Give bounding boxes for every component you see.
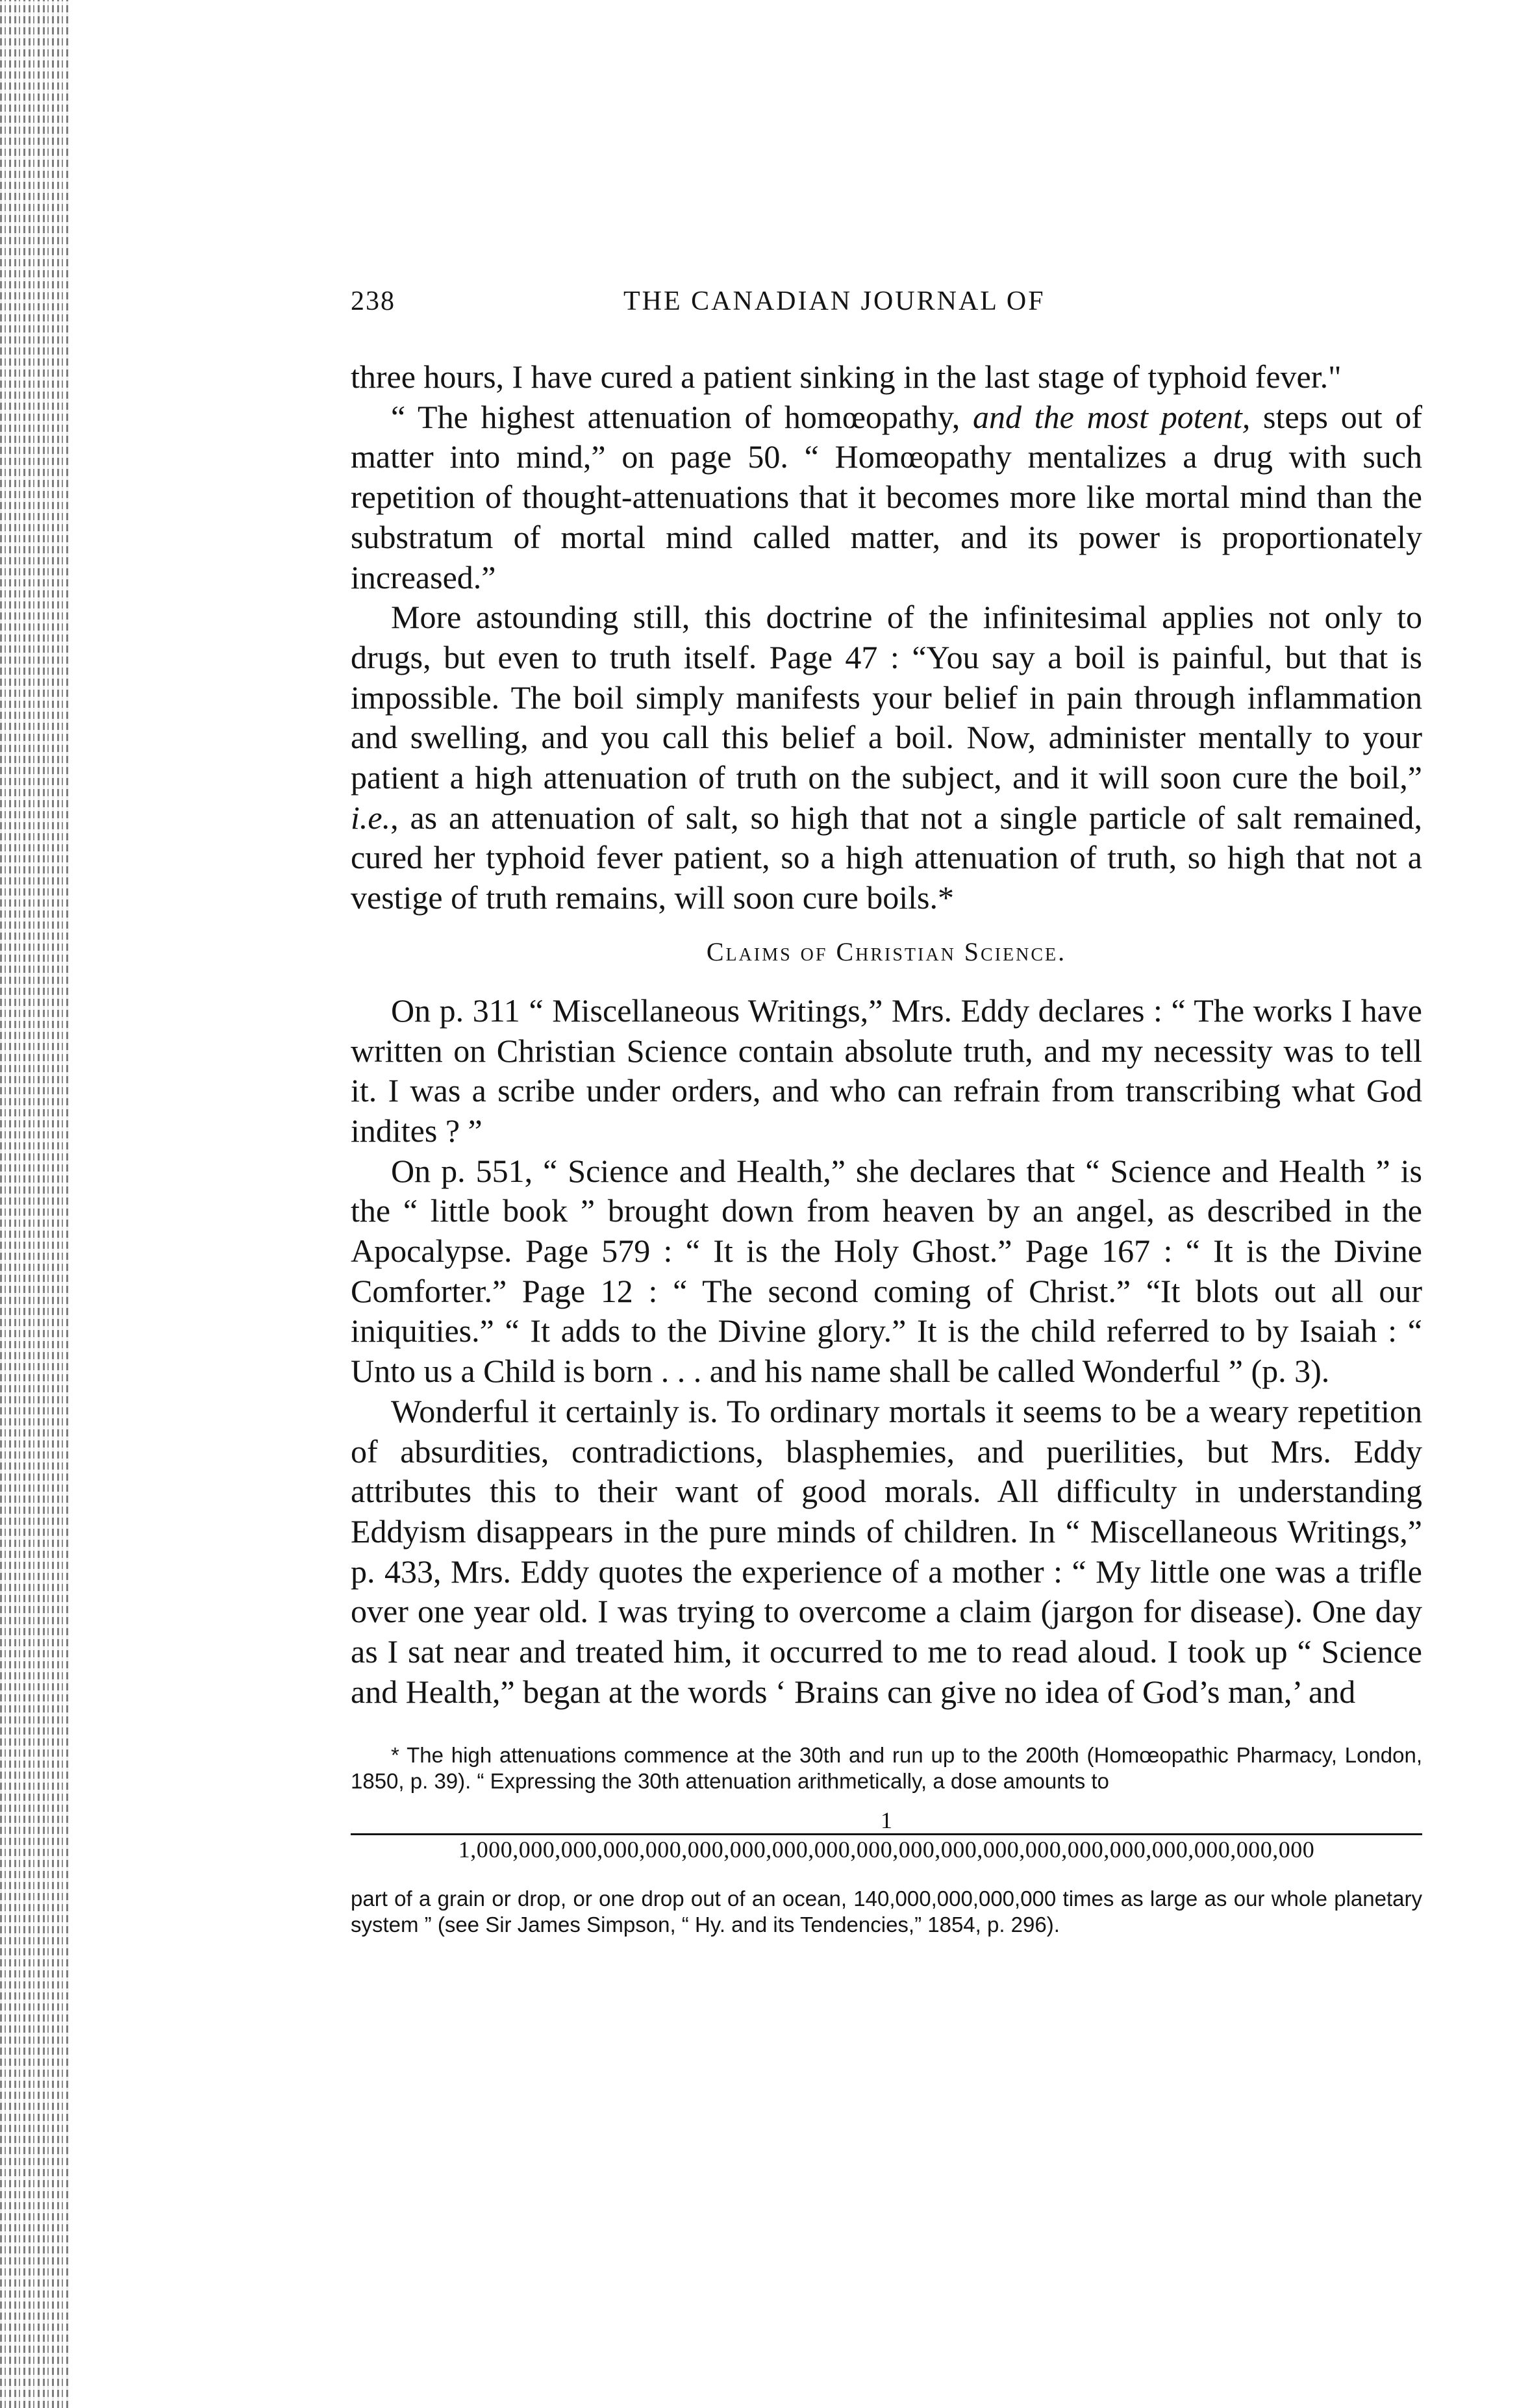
paragraph-infinitesimal-truth bbox=[351, 597, 1422, 918]
fraction-denominator: 1,000,000,000,000,000,000,000,000,000,000,000,000,000,000,000,000,000,000,000,000 bbox=[351, 1833, 1422, 1864]
book-binding-shadow bbox=[0, 0, 71, 2408]
footnote-fraction bbox=[351, 1807, 1422, 1864]
paragraph-typhoid-cure bbox=[351, 357, 1422, 397]
paragraph-text: three hours, I have cured a patient sinking in the last stage of typhoid fever." bbox=[351, 358, 1342, 395]
running-head bbox=[351, 266, 1422, 318]
section-heading: Claims of Christian Science. bbox=[706, 936, 1067, 966]
paragraph-science-and-health bbox=[351, 1151, 1422, 1392]
paragraph-text: , as an attenuation of salt, so high that not a single particle of salt remained, cured her typhoid fever patient, so a high attenuation of truth, so high that not a vestige of truth remains, will soon cure boils.* bbox=[351, 799, 1422, 916]
paragraph-text: Wonderful it certainly is. To ordinary mortals it seems to be a weary repetition of absurdities, contradictions, blasphemies, and puerilities, but Mrs. Eddy attributes this to their want of good morals. All difficulty in understanding Eddyism disappears in the pure minds of children. In “ Miscellaneous Writings,” p. 433, Mrs. Eddy quotes the experience of a mother : “ My little one was a trifle over one year old. I was trying to overcome a claim (jargon for disease). One day as I sat near and treated him, it occurred to me to read aloud. I took up “ Science and Health,” began at the words ‘ Brains can give no idea of God’s man,’ and bbox=[351, 1392, 1422, 1710]
paragraph-text: steps out of matter into mind,” on page 50. “ Homœopathy mentalizes a drug with such repetition of thought-attenuations that it becomes more like mortal mind than the substratum of mortal mind called matter, and its power is proportionately increased.” bbox=[351, 398, 1422, 596]
paragraph-text: More astounding still, this doctrine of the infinitesimal applies not only to drugs, but even to truth itself. Page 47 : “You say a boil is painful, but that is impossible. The boil simply manifests your belief in pain through inflammation and swelling, and you call this belief a boil. Now, administer mentally to your patient a high attenuation of truth on the subject, and it will soon cure the boil,” bbox=[351, 599, 1422, 796]
footnote-text-continued: part of a grain or drop, or one drop out of an ocean, 140,000,000,000,000 times as large as our whole planetary system ” (see Sir James Simpson, “ Hy. and its Tendencies,” 1854, p. 296). bbox=[351, 1886, 1422, 1937]
footnote-block bbox=[351, 1742, 1422, 1938]
paragraph-miscellaneous-writings bbox=[351, 991, 1422, 1151]
paragraph-text: “ The highest attenuation of homœopathy, bbox=[391, 398, 973, 435]
article-body bbox=[351, 357, 1422, 1712]
italic-phrase: and the most potent, bbox=[973, 398, 1251, 435]
paragraph-homoeopathy-attenuation bbox=[351, 397, 1422, 598]
paragraph-text: On p. 551, “ Science and Health,” she declares that “ Science and Health ” is the “ little book ” brought down from heaven by an angel, as described in the Apocalypse. Page 579 : “ It is the Holy Ghost.” Page 167 : “ It is the Divine Comforter.” Page 12 : “ The second coming of Christ.” “It blots out all our iniquities.” “ It adds to the Divine glory.” It is the child referred to by Isaiah : “ Unto us a Child is born . . . and his name shall be called Wonderful ” (p. 3). bbox=[351, 1152, 1422, 1390]
paragraph-text: On p. 311 “ Miscellaneous Writings,” Mrs. Eddy declares : “ The works I have written on Christian Science contain absolute truth, and my necessity was to tell it. I was a scribe under orders, and who can refrain from transcribing what God indites ? ” bbox=[351, 992, 1422, 1149]
journal-title: THE CANADIAN JOURNAL OF bbox=[623, 286, 1046, 316]
journal-page bbox=[351, 266, 1422, 1938]
page-number: 238 bbox=[351, 286, 395, 316]
footnote-text: * The high attenuations commence at the 30th and run up to the 200th (Homœopathic Pharmacy, London, 1850, p. 39). “ Expressing the 30th attenuation arithmetically, a dose amounts to bbox=[351, 1742, 1422, 1793]
italic-phrase: i.e. bbox=[351, 799, 391, 836]
fraction-numerator: 1 bbox=[881, 1807, 892, 1833]
paragraph-wonderful bbox=[351, 1392, 1422, 1712]
